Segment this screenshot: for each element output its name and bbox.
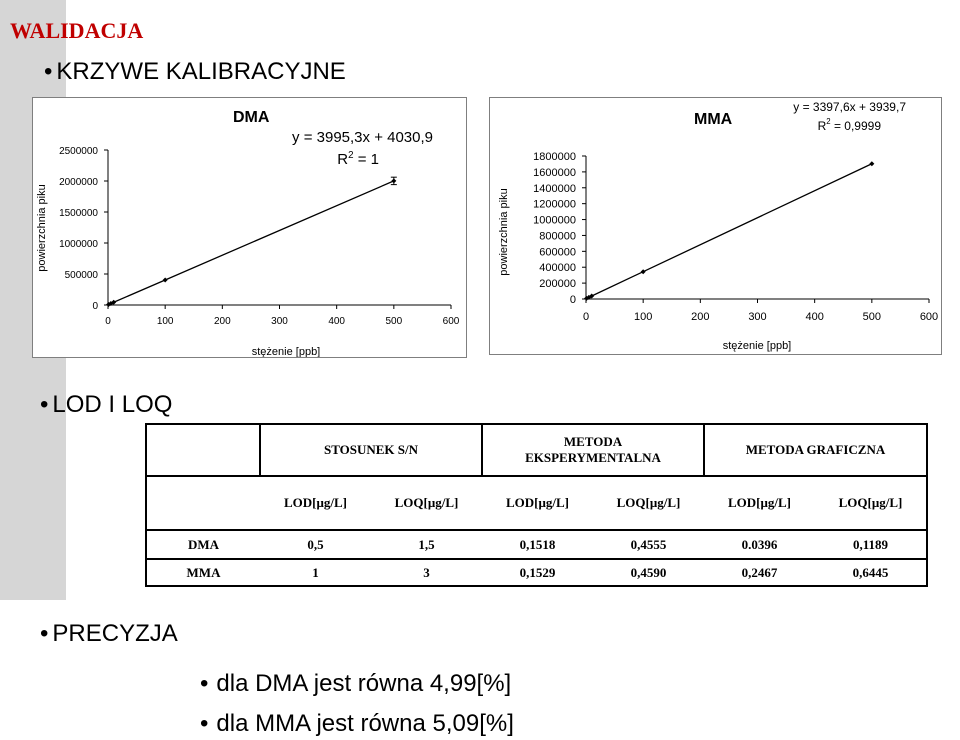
- r-squared: $R^2 = 1$: [337, 150, 379, 168]
- section-lod-label: LOD I LOQ: [52, 391, 173, 418]
- y-axis-label: powierzchnia piku: [36, 184, 48, 272]
- chart-title: DMA: [233, 109, 270, 126]
- series-line: [587, 164, 872, 299]
- lod-cell: 0,1529: [519, 564, 556, 580]
- y-tick-label: 1200000: [533, 198, 576, 211]
- data-point: [391, 178, 396, 183]
- chart-dma: [32, 97, 467, 358]
- lod-cell: 0,6445: [852, 564, 889, 580]
- lod-group-header: METODA GRAFICZNA: [745, 442, 886, 457]
- y-tick-label: 1600000: [533, 166, 576, 179]
- x-tick-label: 400: [805, 311, 824, 323]
- y-tick-label: 200000: [539, 278, 576, 291]
- lod-cell: 0,4590: [630, 564, 667, 580]
- lod-sub-header: LOQ[μg/L]: [616, 495, 681, 510]
- trendline-equation: y = 3397,6x + 3939,7: [793, 100, 906, 114]
- lod-sub-header: LOD[μg/L]: [506, 495, 569, 510]
- x-tick-label: 0: [105, 316, 111, 327]
- lod-sub-header: LOD[μg/L]: [284, 495, 347, 510]
- y-axis-label: powierzchnia piku: [498, 188, 510, 276]
- y-tick-label: 600000: [539, 246, 576, 259]
- chart-dma-svg: [33, 98, 466, 357]
- lod-sub-corner: [146, 476, 260, 530]
- y-tick-label: 1800000: [533, 151, 576, 163]
- x-tick-label: 500: [385, 316, 403, 327]
- page-title: WALIDACJA: [10, 18, 144, 43]
- x-tick-label: 400: [328, 316, 346, 327]
- chart-title: MMA: [694, 111, 733, 128]
- series-line: [109, 181, 394, 305]
- data-point: [641, 269, 646, 274]
- lod-row-label: MMA: [186, 564, 221, 580]
- x-tick-label: 200: [213, 316, 231, 327]
- data-point: [869, 161, 874, 166]
- lod-cell: 0,1518: [519, 536, 556, 552]
- x-tick-label: 300: [271, 316, 288, 327]
- y-tick-label: 0: [569, 294, 576, 306]
- y-tick-label: 400000: [539, 262, 576, 275]
- lod-corner: [146, 424, 260, 476]
- y-tick-label: 1000000: [59, 239, 98, 250]
- lod-cell: 0,5: [307, 536, 324, 552]
- lod-sub-header-row: [146, 476, 927, 530]
- lod-cell: 0.0396: [741, 536, 778, 552]
- data-point: [163, 277, 168, 282]
- x-tick-label: 600: [442, 316, 460, 327]
- lod-table: [145, 423, 928, 587]
- lod-sub-header: LOD[μg/L]: [728, 495, 791, 510]
- x-tick-label: 200: [691, 311, 710, 323]
- y-tick-label: 0: [92, 301, 98, 312]
- lod-cell: 0,4555: [630, 536, 667, 552]
- y-tick-label: 1000000: [533, 214, 576, 227]
- y-tick-label: 1500000: [59, 208, 98, 219]
- lod-row-mma: [146, 559, 927, 586]
- x-tick-label: 300: [748, 311, 767, 323]
- y-tick-label: 500000: [64, 270, 98, 281]
- lod-group-header: METODA EKSPERYMENTALNA: [482, 424, 704, 476]
- lod-row-label: DMA: [187, 536, 220, 552]
- lod-group-header-row: [146, 424, 927, 476]
- section-calibration-label: KRZYWE KALIBRACYJNE: [56, 58, 346, 85]
- section-precision-label: PRECYZJA: [52, 620, 178, 647]
- x-axis-label: stężenie [ppb]: [251, 346, 321, 357]
- y-tick-label: 2500000: [59, 146, 98, 157]
- y-tick-label: 1400000: [533, 182, 576, 195]
- lod-group-header: STOSUNEK S/N: [260, 424, 482, 476]
- chart-mma: [489, 97, 942, 355]
- x-tick-label: 100: [156, 316, 174, 327]
- precision-item: • dla MMA jest równa 5,09[%]: [200, 710, 514, 737]
- x-axis-label: stężenie [ppb]: [722, 340, 792, 352]
- section-lod: • LOD I LOQ: [40, 391, 173, 418]
- lod-sub-header: LOQ[μg/L]: [838, 495, 903, 510]
- precision-item: • dla DMA jest równa 4,99[%]: [200, 670, 512, 697]
- x-tick-label: 600: [919, 311, 939, 323]
- lod-cell: 3: [423, 564, 430, 580]
- lod-cell: 1,5: [418, 536, 435, 552]
- precision-item-label: dla DMA jest równa 4,99[%]: [216, 670, 512, 697]
- x-tick-label: 0: [582, 311, 590, 323]
- x-tick-label: 500: [862, 311, 882, 323]
- lod-cell: 0,2467: [741, 564, 778, 580]
- lod-cell: 1: [312, 564, 319, 580]
- r-squared: $R^2 = 0,9999$: [817, 117, 881, 133]
- precision-item-label: dla MMA jest równa 5,09[%]: [216, 710, 514, 737]
- section-precision: • PRECYZJA: [40, 620, 178, 647]
- trendline-equation: y = 3995,3x + 4030,9: [292, 129, 433, 146]
- x-tick-label: 100: [633, 311, 653, 323]
- chart-mma-svg: [490, 98, 941, 354]
- lod-row-dma: [146, 530, 927, 559]
- section-calibration: • KRZYWE KALIBRACYJNE: [44, 58, 346, 85]
- y-tick-label: 2000000: [59, 177, 98, 188]
- y-tick-label: 800000: [539, 230, 576, 243]
- lod-sub-header: LOQ[μg/L]: [394, 495, 459, 510]
- lod-cell: 0,1189: [852, 536, 889, 552]
